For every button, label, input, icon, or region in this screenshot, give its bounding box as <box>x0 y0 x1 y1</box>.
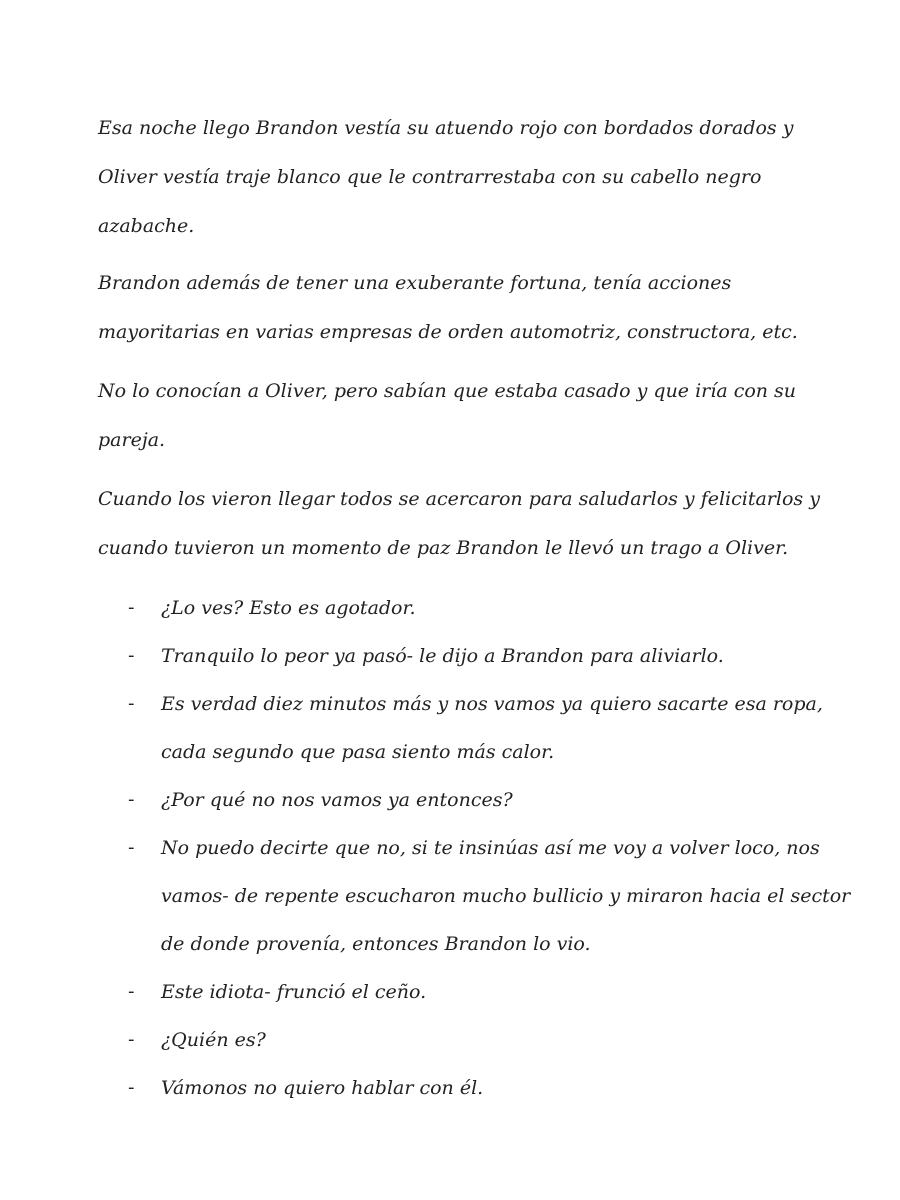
paragraph-2 <box>98 259 838 357</box>
dash-marker: - <box>128 597 135 618</box>
dialogue-line: Es verdad diez minutos más y nos vamos ya quiero sacarte esa ropa, <box>161 693 823 715</box>
dialogue-item <box>128 1016 868 1064</box>
dialogue-line: ¿Por qué no nos vamos ya entonces? <box>161 789 513 811</box>
dialogue-line: No puedo decirte que no, si te insinúas así me voy a volver loco, nos <box>161 837 820 859</box>
dialogue-item <box>128 824 868 968</box>
paragraph-line: No lo conocían a Oliver, pero sabían que estaba casado y que iría con su <box>98 380 797 402</box>
paragraph-1 <box>98 104 838 251</box>
dialogue-list <box>128 584 868 1112</box>
dash-marker: - <box>128 981 135 1002</box>
dialogue-item <box>128 1064 868 1112</box>
paragraph-4 <box>98 475 838 573</box>
dialogue-item <box>128 632 868 680</box>
dialogue-line: Este idiota- frunció el ceño. <box>161 981 427 1003</box>
dialogue-item <box>128 968 868 1016</box>
dialogue-line: ¿Quién es? <box>161 1029 266 1051</box>
dialogue-item <box>128 584 868 632</box>
dash-marker: - <box>128 789 135 810</box>
dialogue-line: Tranquilo lo peor ya pasó- le dijo a Brandon para aliviarlo. <box>161 645 724 667</box>
paragraph-line: azabache. <box>98 215 195 237</box>
dialogue-line: vamos- de repente escucharon mucho bullicio y miraron hacia el sector <box>161 885 851 907</box>
paragraph-line: mayoritarias en varias empresas de orden automotriz, constructora, etc. <box>98 321 798 343</box>
dash-marker: - <box>128 837 135 858</box>
dialogue-line: cada segundo que pasa siento más calor. <box>161 741 555 763</box>
dialogue-line: ¿Lo ves? Esto es agotador. <box>161 597 416 619</box>
dash-marker: - <box>128 645 135 666</box>
paragraph-line: pareja. <box>98 429 166 451</box>
dialogue-item <box>128 680 868 776</box>
paragraph-line: cuando tuvieron un momento de paz Brandon le llevó un trago a Oliver. <box>98 537 789 559</box>
paragraph-line: Brandon además de tener una exuberante fortuna, tenía acciones <box>98 272 732 294</box>
dialogue-line: de donde provenía, entonces Brandon lo vio. <box>161 933 591 955</box>
paragraph-line: Esa noche llego Brandon vestía su atuendo rojo con bordados dorados y <box>98 117 794 139</box>
dialogue-line: Vámonos no quiero hablar con él. <box>161 1077 484 1099</box>
dash-marker: - <box>128 1029 135 1050</box>
paragraph-line: Cuando los vieron llegar todos se acercaron para saludarlos y felicitarlos y <box>98 488 820 510</box>
paragraph-line: Oliver vestía traje blanco que le contrarrestaba con su cabello negro <box>98 166 762 188</box>
paragraph-3 <box>98 367 838 465</box>
dialogue-item <box>128 776 868 824</box>
dash-marker: - <box>128 1077 135 1098</box>
dash-marker: - <box>128 693 135 714</box>
